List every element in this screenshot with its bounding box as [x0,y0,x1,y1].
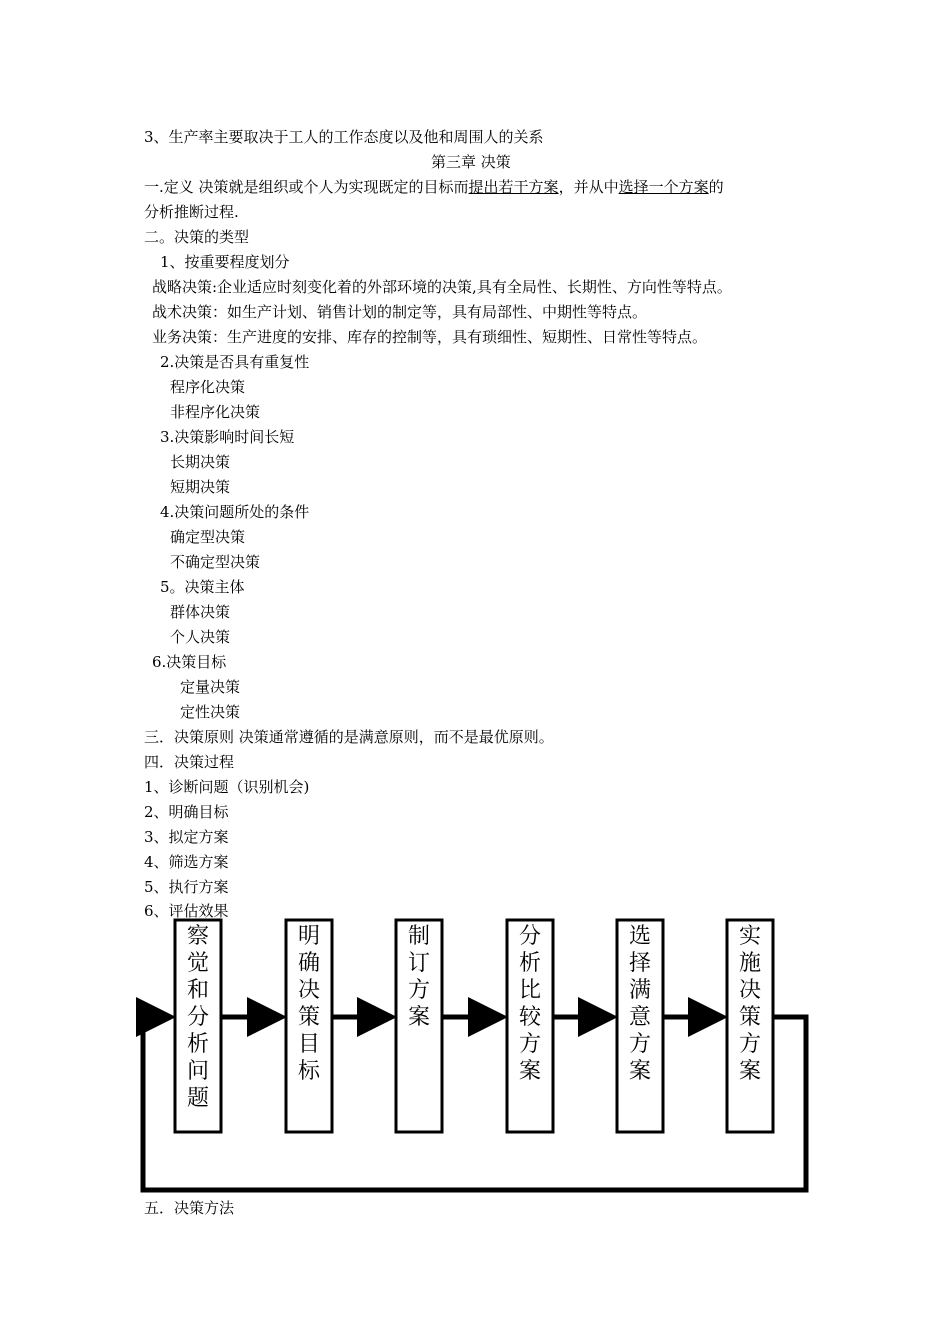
process-step: 4、筛选方案 [144,853,229,871]
section-heading-types: 二。决策的类型 [144,228,250,246]
flow-box-label: 分析比较方案 [518,924,541,1084]
chapter-title: 第三章 决策 [431,153,511,171]
flow-box-label: 选择满意方案 [628,924,651,1084]
list-item: 群体决策 [170,603,231,621]
definition-text-mid: ，并从中 [558,178,619,196]
text-tactical: 战术决策：如生产计划、销售计划的制定等，具有局部性、中期性等特点。 [152,303,648,321]
definition-underline-2: 选择一个方案 [618,178,709,196]
definition-text: 一.定义 决策就是组织或个人为实现既定的目标而 [144,178,469,196]
subheading-time: 3.决策影响时间长短 [160,428,295,446]
section-heading-process: 四．决策过程 [144,753,235,771]
feedback-loop-arrow [143,1017,806,1190]
text-line-productivity: 3、生产率主要取决于工人的工作态度以及他和周围人的关系 [144,128,544,146]
list-item: 非程序化决策 [170,403,261,421]
list-item: 短期决策 [170,478,231,496]
flow-box-label: 察觉和分析问题 [186,924,209,1111]
flow-box-label: 明确决策目标 [297,924,320,1084]
subheading-repetition: 2.决策是否具有重复性 [160,353,310,371]
text-operational: 业务决策：生产进度的安排、库存的控制等，具有琐细性、短期性、日常性等特点。 [152,328,708,346]
definition-continuation: 分析推断过程. [144,203,239,221]
definition-underline-1: 提出若干方案 [468,178,559,196]
text-strategic: 战略决策:企业适应时刻变化着的外部环境的决策,具有全局性、长期性、方向性等特点。 [152,278,732,296]
list-item: 个人决策 [170,628,231,646]
flow-box-label: 制订方案 [407,924,430,1030]
process-step: 3、拟定方案 [144,828,229,846]
section-heading-principle: 三．决策原则 决策通常遵循的是满意原则，而不是最优原则。 [144,728,554,746]
list-item: 长期决策 [170,453,231,471]
list-item: 确定型决策 [170,528,246,546]
subheading-goal: 6.决策目标 [152,653,227,671]
process-step: 6、评估效果 [144,902,229,920]
process-step: 2、明确目标 [144,803,229,821]
subheading-conditions: 4.决策问题所处的条件 [160,503,310,521]
subheading-subject: 5。决策主体 [160,578,245,596]
process-step: 5、执行方案 [144,878,229,896]
section-heading-methods: 五．决策方法 [144,1199,235,1217]
process-step: 1、诊断问题（识别机会) [144,778,310,796]
subheading-importance: 1、按重要程度划分 [160,253,290,271]
list-item: 不确定型决策 [170,553,261,571]
flow-box-label: 实施决策方案 [738,924,761,1084]
definition-text-end: 的 [708,178,724,196]
list-item: 定性决策 [180,703,241,721]
list-item: 程序化决策 [170,378,246,396]
list-item: 定量决策 [180,678,241,696]
